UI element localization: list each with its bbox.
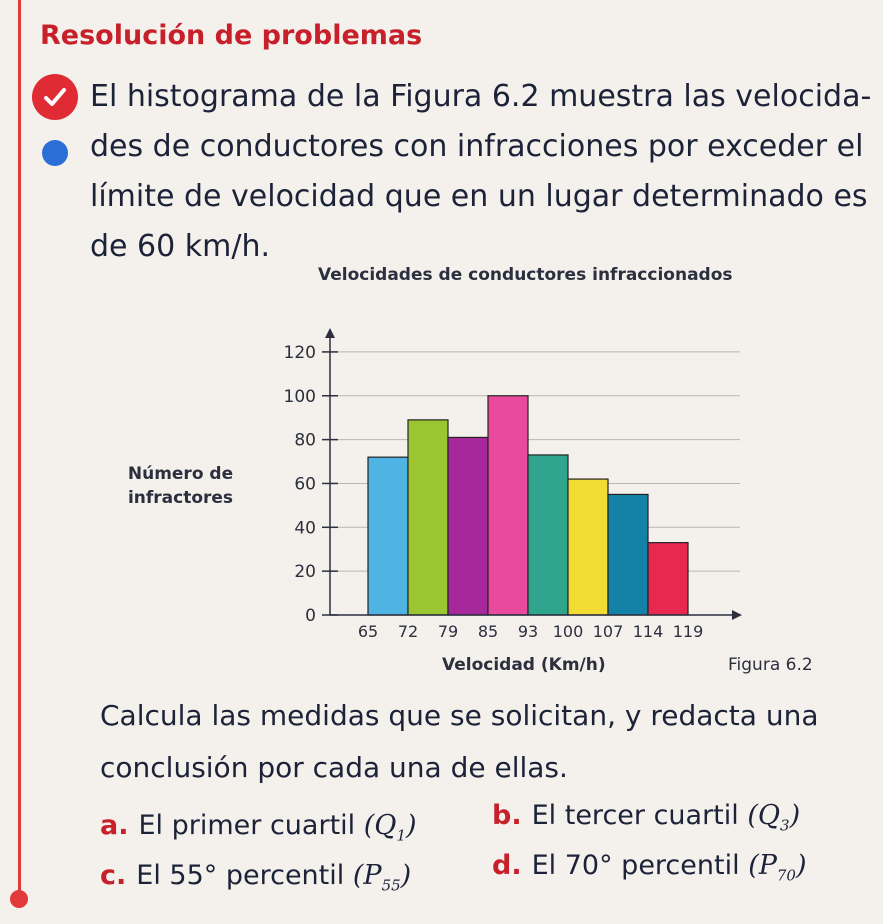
y-tick-label: 120 [283, 342, 316, 363]
x-tick-label: 65 [357, 622, 379, 641]
x-tick-label: 100 [552, 622, 584, 641]
x-tick-label: 119 [672, 622, 704, 641]
item-symbol: $(Q_1)$ [363, 810, 417, 845]
bullet-dot-icon [42, 140, 68, 166]
item-letter: c. [100, 860, 127, 891]
y-tick-label: 60 [294, 474, 316, 495]
item-text: El 55° percentil [136, 860, 345, 891]
x-tick-label: 93 [517, 622, 539, 641]
x-tick-label: 79 [437, 622, 459, 641]
item-text: El primer cuartil [138, 810, 356, 841]
question-item-a [100, 810, 417, 844]
question-item-d [492, 850, 807, 884]
y-axis-label-line: Número de [127, 464, 234, 484]
item-letter: d. [492, 850, 522, 881]
question-item-c [100, 860, 411, 894]
problem-line: des de conductores con infracciones por exceder el [90, 129, 864, 164]
y-tick-label: 40 [294, 518, 316, 539]
chart-y-axis-label [118, 462, 243, 510]
instruction-text [100, 690, 860, 794]
y-tick-label: 0 [305, 606, 316, 626]
instruction-line: conclusión por cada una de ellas. [100, 751, 568, 784]
y-axis-arrow [325, 328, 335, 338]
instruction-line: Calcula las medidas que se solicitan, y redacta una [100, 699, 819, 732]
x-tick-label: 107 [592, 622, 624, 641]
histogram-bar [448, 437, 488, 615]
histogram-bar [648, 543, 688, 615]
item-text: El 70° percentil [531, 850, 740, 881]
problem-line: límite de velocidad que en un lugar determinado es [90, 179, 868, 214]
histogram-bar [408, 420, 448, 615]
x-tick-label: 72 [397, 622, 419, 641]
histogram-chart [250, 320, 750, 650]
histogram-bar [368, 457, 408, 615]
histogram-bar [528, 455, 568, 615]
section-title: Resolución de problemas [40, 20, 423, 51]
histogram-bar [568, 479, 608, 615]
problem-line: de 60 km/h. [90, 229, 270, 264]
item-symbol: $(P_{55})$ [352, 860, 412, 895]
item-symbol: $(P_{70})$ [748, 850, 807, 885]
question-item-b [492, 800, 800, 834]
check-icon [32, 74, 78, 120]
item-text: El tercer cuartil [531, 800, 739, 831]
x-tick-label: 85 [477, 622, 499, 641]
y-tick-label: 20 [294, 562, 316, 583]
figure-label: Figura 6.2 [728, 655, 813, 675]
y-axis-label-line: infractores [127, 488, 234, 508]
problem-statement [90, 72, 872, 272]
histogram-bar [488, 396, 528, 615]
y-tick-label: 100 [283, 386, 316, 407]
chart-title: Velocidades de conductores infraccionados [318, 265, 733, 285]
x-tick-label: 114 [632, 622, 664, 641]
item-letter: a. [100, 810, 129, 841]
histogram-bar [608, 494, 648, 615]
chart-x-axis-label: Velocidad (Km/h) [442, 655, 606, 675]
x-axis-arrow [732, 610, 742, 620]
item-symbol: $(Q_3)$ [747, 800, 801, 835]
problem-line: El histograma de la Figura 6.2 muestra las velocida- [90, 79, 872, 114]
margin-dot [10, 890, 28, 908]
item-letter: b. [492, 800, 522, 831]
page-margin-rule [18, 0, 21, 905]
y-tick-label: 80 [294, 430, 316, 451]
